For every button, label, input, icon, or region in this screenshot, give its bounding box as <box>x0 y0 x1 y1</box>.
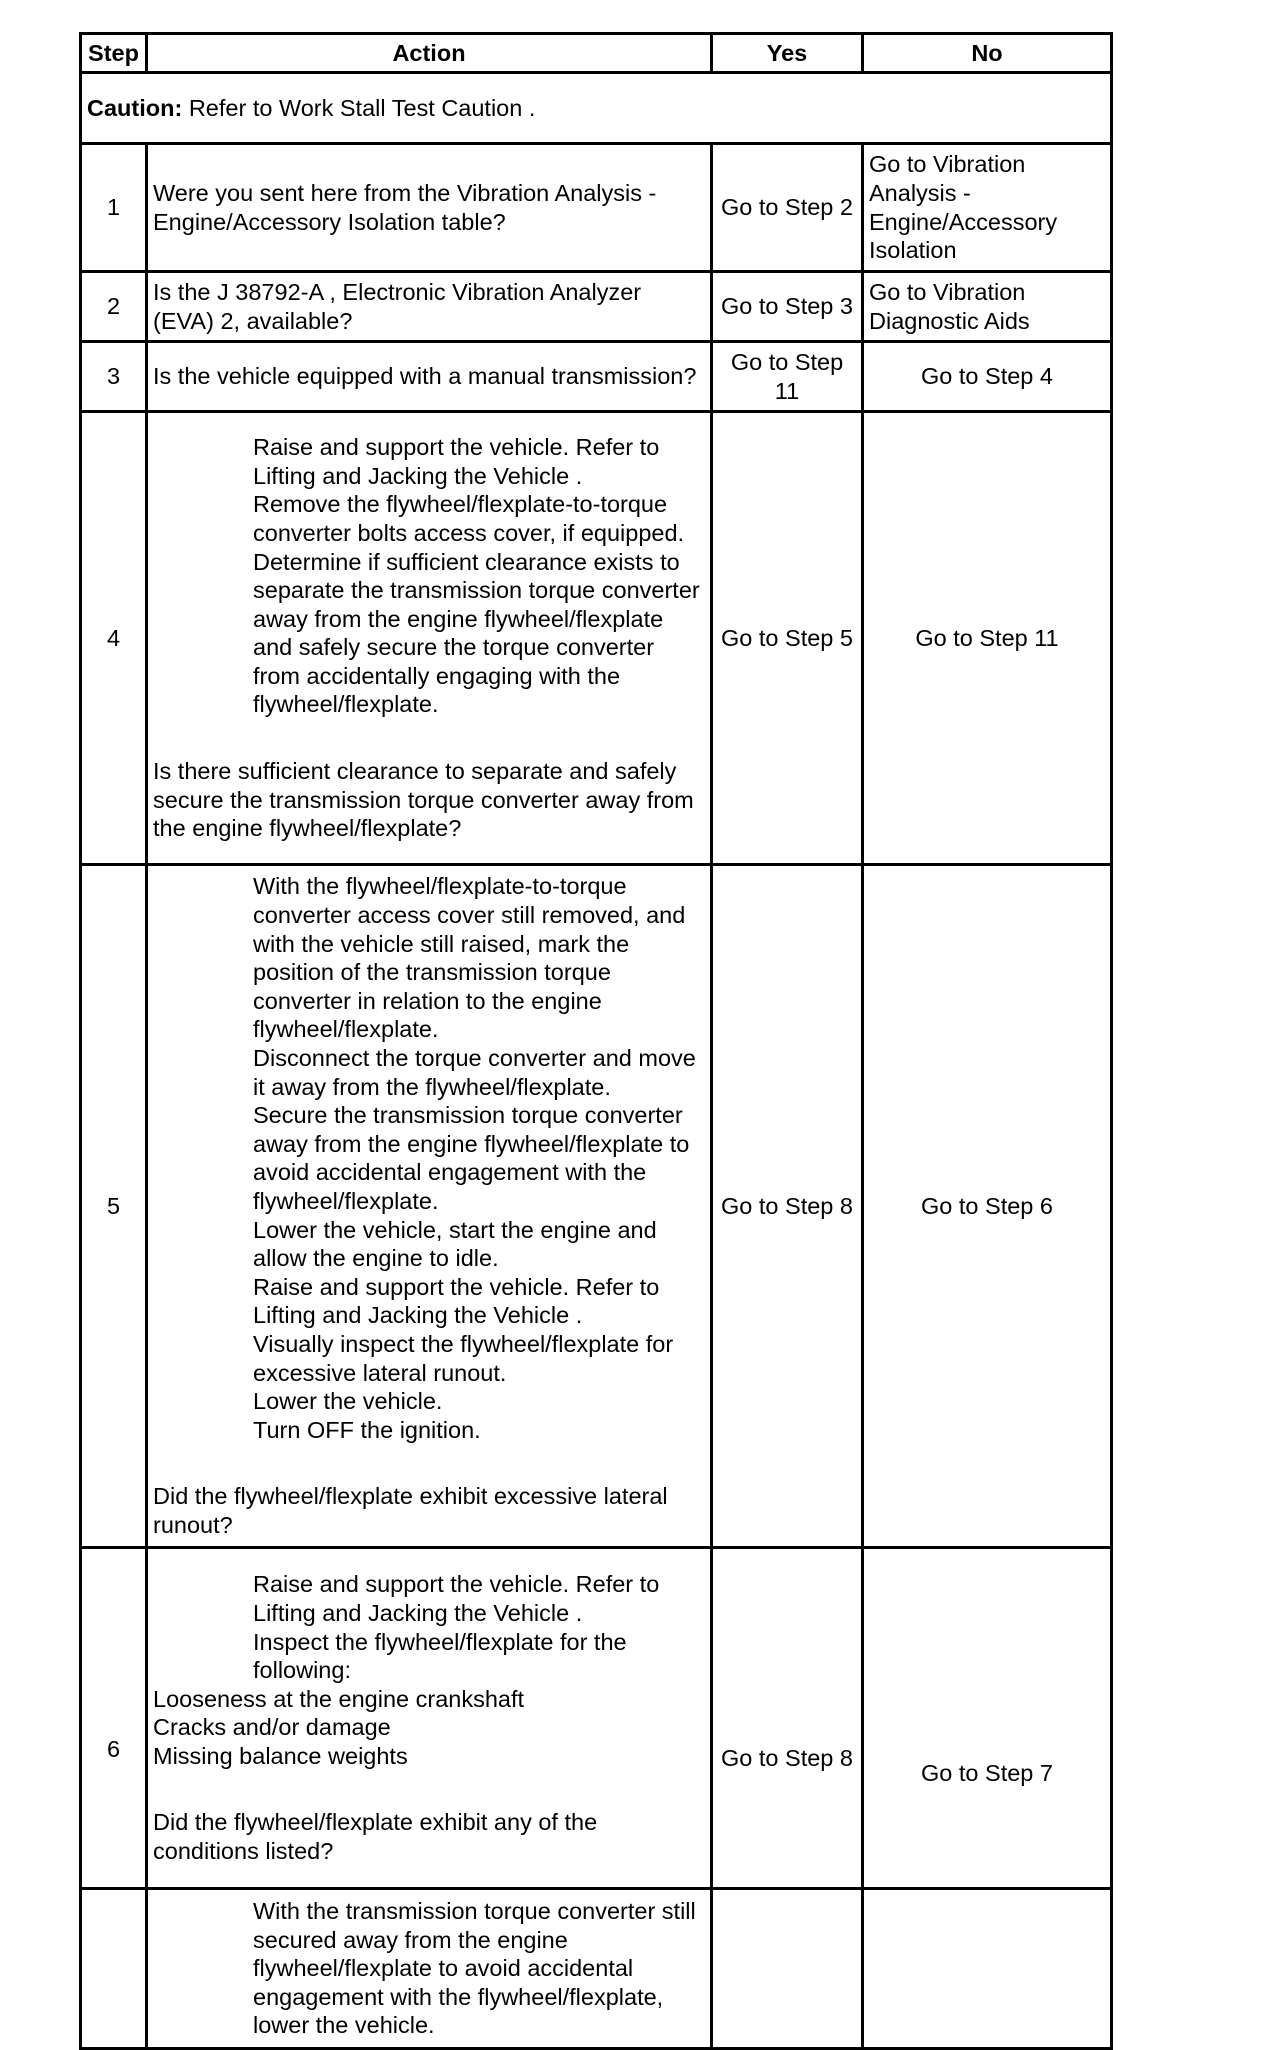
step-question: Did the flywheel/flexplate exhibit any of the conditions listed? <box>153 1809 598 1865</box>
no-link[interactable]: Go to Step 11 <box>863 412 1112 865</box>
instruction: Raise and support the vehicle. Refer to Lifting and Jacking the Vehicle . <box>253 434 660 489</box>
instruction: With the flywheel/flexplate-to-torque converter access cover still removed, and with the vehicle still raised, mark the position of the transmission torque converter in relation to the engine flywheel/flexplate. <box>253 873 686 1043</box>
step-question: Is the J 38792-A , Electronic Vibration Analyzer (EVA) 2, available? <box>147 272 712 342</box>
yes-link[interactable]: Go to Step 11 <box>712 342 863 412</box>
step-action <box>147 1548 712 1889</box>
sub-item: Missing balance weights <box>153 1742 408 1769</box>
step-number: 4 <box>81 412 147 865</box>
step-number: 3 <box>81 342 147 412</box>
caution-text: Refer to Work Stall Test Caution . <box>182 94 536 121</box>
header-step: Step <box>81 34 147 73</box>
step-question: Were you sent here from the Vibration Analysis - Engine/Accessory Isolation table? <box>147 144 712 272</box>
instruction: Raise and support the vehicle. Refer to Lifting and Jacking the Vehicle . <box>253 1571 660 1626</box>
instruction: Secure the transmission torque converter away from the engine flywheel/flexplate to avoid accidental engagement with the flywheel/flexplate. <box>253 1102 690 1214</box>
instruction: Lower the vehicle, start the engine and allow the engine to idle. <box>253 1216 657 1272</box>
yes-link[interactable] <box>712 1889 863 2049</box>
step-action <box>147 412 712 865</box>
instruction: Turn OFF the ignition. <box>253 1416 481 1443</box>
step-question: Did the flywheel/flexplate exhibit excessive lateral runout? <box>153 1483 668 1538</box>
no-link[interactable]: Go to Step 4 <box>863 342 1112 412</box>
diagnostic-table <box>79 32 1113 2050</box>
yes-link[interactable]: Go to Step 8 <box>712 865 863 1548</box>
header-action: Action <box>147 34 712 73</box>
step-question: Is there sufficient clearance to separate and safely secure the transmission torque converter away from the engine flywheel/flexplate? <box>153 758 694 842</box>
instruction: Remove the flywheel/flexplate-to-torque converter bolts access cover, if equipped. <box>253 491 685 546</box>
yes-link[interactable]: Go to Step 5 <box>712 412 863 865</box>
step-row-7 <box>81 1889 1112 2049</box>
header-row <box>81 34 1112 73</box>
step-action <box>147 1889 712 2049</box>
step-number: 2 <box>81 272 147 342</box>
no-link[interactable]: Go to Step 6 <box>863 865 1112 1548</box>
instruction: Raise and support the vehicle. Refer to Lifting and Jacking the Vehicle . <box>253 1273 660 1329</box>
yes-link[interactable]: Go to Step 8 <box>712 1548 863 1889</box>
step-row-5 <box>81 865 1112 1548</box>
instruction: Visually inspect the flywheel/flexplate for excessive lateral runout. <box>253 1330 674 1386</box>
step-row-1 <box>81 144 1112 272</box>
step-number: 1 <box>81 144 147 272</box>
instruction: Determine if sufficient clearance exists to separate the transmission torque converter away from the engine flywheel/flexplate and safely secure the torque converter from accidentally engaging with the flywheel/flexplate. <box>253 548 700 718</box>
step-number: 5 <box>81 865 147 1548</box>
step-row-4 <box>81 412 1112 865</box>
caution-row <box>81 73 1112 144</box>
yes-link[interactable]: Go to Step 3 <box>712 272 863 342</box>
no-link[interactable]: Go to Step 7 <box>863 1548 1112 1889</box>
sub-item: Looseness at the engine crankshaft <box>153 1685 525 1712</box>
no-link[interactable]: Go to Vibration Diagnostic Aids <box>863 272 1112 342</box>
sub-item: Cracks and/or damage <box>153 1714 391 1741</box>
header-no: No <box>863 34 1112 73</box>
caution-label: Caution: <box>87 94 183 121</box>
step-action <box>147 865 712 1548</box>
header-yes: Yes <box>712 34 863 73</box>
step-question: Is the vehicle equipped with a manual transmission? <box>147 342 712 412</box>
caution-cell <box>81 73 1112 144</box>
instruction: Inspect the flywheel/flexplate for the following: <box>253 1628 627 1684</box>
instruction: Lower the vehicle. <box>253 1388 443 1415</box>
step-row-2 <box>81 272 1112 342</box>
step-row-3 <box>81 342 1112 412</box>
step-number <box>81 1889 147 2049</box>
instruction: With the transmission torque converter still secured away from the engine flywheel/flexplate to avoid accidental engagement with the flywheel/flexplate, lower the vehicle. <box>253 1898 696 2039</box>
step-row-6 <box>81 1548 1112 1889</box>
yes-link[interactable]: Go to Step 2 <box>712 144 863 272</box>
no-link[interactable] <box>863 1889 1112 2049</box>
step-number: 6 <box>81 1548 147 1889</box>
no-link[interactable]: Go to Vibration Analysis - Engine/Accessory Isolation <box>863 144 1112 272</box>
instruction: Disconnect the torque converter and move it away from the flywheel/flexplate. <box>253 1045 696 1100</box>
